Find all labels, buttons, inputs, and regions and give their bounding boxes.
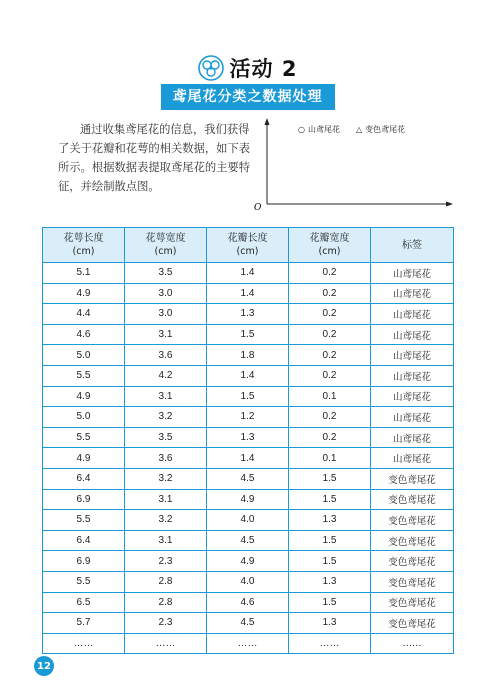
table-cell: 0.2 bbox=[289, 263, 371, 284]
table-cell: 4.5 bbox=[207, 530, 289, 551]
label-cell: 山鸢尾花 bbox=[371, 407, 454, 428]
table-cell: 3.6 bbox=[125, 448, 207, 469]
page-number: 12 bbox=[34, 656, 54, 676]
table-row bbox=[43, 365, 454, 386]
label-cell: 山鸢尾花 bbox=[371, 324, 454, 345]
table-row bbox=[43, 345, 454, 366]
table-cell: 1.2 bbox=[207, 407, 289, 428]
table-cell: 3.2 bbox=[125, 510, 207, 531]
table-cell: 3.0 bbox=[125, 283, 207, 304]
label-cell: 山鸢尾花 bbox=[371, 365, 454, 386]
table-cell: 1.5 bbox=[289, 468, 371, 489]
table-cell: 0.1 bbox=[289, 448, 371, 469]
table-row bbox=[43, 324, 454, 345]
iris-data-table bbox=[42, 227, 454, 654]
label-cell: 变色鸢尾花 bbox=[371, 571, 454, 592]
table-row bbox=[43, 263, 454, 284]
label-cell: 山鸢尾花 bbox=[371, 448, 454, 469]
table-cell: 6.4 bbox=[43, 468, 125, 489]
table-cell: 1.3 bbox=[289, 510, 371, 531]
table-row bbox=[43, 551, 454, 572]
table-cell: 1.4 bbox=[207, 365, 289, 386]
activity-title bbox=[0, 52, 495, 84]
table-cell: 0.2 bbox=[289, 365, 371, 386]
table-row bbox=[43, 530, 454, 551]
origin-label: O bbox=[254, 203, 262, 213]
table-row bbox=[43, 304, 454, 325]
triangle-marker-icon: △ bbox=[355, 125, 363, 134]
label-cell: 变色鸢尾花 bbox=[371, 510, 454, 531]
table-cell: …… bbox=[125, 633, 207, 654]
table-cell: 0.2 bbox=[289, 345, 371, 366]
table-cell: 2.8 bbox=[125, 571, 207, 592]
table-cell: 3.5 bbox=[125, 427, 207, 448]
table-cell: 0.2 bbox=[289, 407, 371, 428]
label-cell: 山鸢尾花 bbox=[371, 283, 454, 304]
label-cell: 山鸢尾花 bbox=[371, 345, 454, 366]
column-header bbox=[43, 228, 125, 263]
table-cell: 3.1 bbox=[125, 324, 207, 345]
table-row bbox=[43, 468, 454, 489]
table-cell: 3.2 bbox=[125, 468, 207, 489]
table-body bbox=[43, 263, 454, 654]
circle-marker-icon: ○ bbox=[298, 125, 305, 134]
page-title: 活动 2 bbox=[229, 57, 298, 81]
label-cell: 山鸢尾花 bbox=[371, 386, 454, 407]
label-cell: …… bbox=[371, 633, 454, 654]
table-cell: 4.2 bbox=[125, 365, 207, 386]
column-header bbox=[207, 228, 289, 263]
x-axis-arrow-icon bbox=[446, 202, 453, 207]
column-header-name: 花瓣长度 bbox=[227, 233, 268, 244]
column-header-unit: (cm) bbox=[72, 246, 95, 257]
table-cell: 1.4 bbox=[207, 263, 289, 284]
table-cell: 0.2 bbox=[289, 283, 371, 304]
table-cell: 1.4 bbox=[207, 448, 289, 469]
table-row bbox=[43, 633, 454, 654]
intro-paragraph bbox=[58, 120, 251, 196]
table-cell: 4.9 bbox=[43, 448, 125, 469]
intro-line: 所示。根据数据表提取鸢尾花的主要特 bbox=[58, 161, 251, 174]
column-header-name: 花瓣宽度 bbox=[309, 233, 350, 244]
column-header-unit: (cm) bbox=[318, 246, 341, 257]
table-row bbox=[43, 427, 454, 448]
table-cell: 1.4 bbox=[207, 283, 289, 304]
column-header bbox=[125, 228, 207, 263]
table-cell: 1.5 bbox=[289, 489, 371, 510]
table-cell: 2.3 bbox=[125, 613, 207, 634]
table-cell: …… bbox=[43, 633, 125, 654]
table-cell: 6.9 bbox=[43, 489, 125, 510]
label-cell: 山鸢尾花 bbox=[371, 263, 454, 284]
intro-line: 了关于花瓣和花萼的相关数据，如下表 bbox=[58, 142, 251, 155]
table-row bbox=[43, 448, 454, 469]
table-cell: 1.5 bbox=[207, 324, 289, 345]
column-header-unit: (cm) bbox=[154, 246, 177, 257]
table-cell: 4.6 bbox=[207, 592, 289, 613]
column-header bbox=[371, 228, 454, 263]
table-cell: 6.9 bbox=[43, 551, 125, 572]
table-cell: 4.9 bbox=[207, 489, 289, 510]
legend-label: 变色鸢尾花 bbox=[365, 125, 406, 134]
table-header-row bbox=[43, 228, 454, 263]
table-cell: 4.9 bbox=[43, 283, 125, 304]
table-cell: 1.5 bbox=[207, 386, 289, 407]
table-cell: 4.4 bbox=[43, 304, 125, 325]
table-cell: 2.3 bbox=[125, 551, 207, 572]
table-cell: 4.9 bbox=[207, 551, 289, 572]
table-row bbox=[43, 571, 454, 592]
table-cell: 5.7 bbox=[43, 613, 125, 634]
table-row bbox=[43, 510, 454, 531]
label-cell: 变色鸢尾花 bbox=[371, 530, 454, 551]
intro-line: 征，并绘制散点图。 bbox=[58, 180, 160, 193]
label-cell: 变色鸢尾花 bbox=[371, 551, 454, 572]
table-cell: 0.2 bbox=[289, 324, 371, 345]
flower-logo-icon bbox=[198, 55, 224, 81]
section-subtitle: 鸢尾花分类之数据处理 bbox=[161, 84, 335, 110]
column-header bbox=[289, 228, 371, 263]
table-cell: 4.0 bbox=[207, 510, 289, 531]
table-cell: 4.9 bbox=[43, 386, 125, 407]
table-cell: 3.1 bbox=[125, 489, 207, 510]
column-header-unit: (cm) bbox=[236, 246, 259, 257]
legend-item bbox=[356, 124, 405, 135]
label-cell: 山鸢尾花 bbox=[371, 427, 454, 448]
label-cell: 山鸢尾花 bbox=[371, 304, 454, 325]
column-header-name: 花萼宽度 bbox=[145, 233, 186, 244]
table-cell: 1.3 bbox=[207, 304, 289, 325]
table-cell: 1.5 bbox=[289, 551, 371, 572]
legend-label: 山鸢尾花 bbox=[307, 125, 340, 134]
table-cell: 3.6 bbox=[125, 345, 207, 366]
table-cell: 4.0 bbox=[207, 571, 289, 592]
table-cell: 5.0 bbox=[43, 345, 125, 366]
table-cell: 3.1 bbox=[125, 386, 207, 407]
table-cell: 1.5 bbox=[289, 530, 371, 551]
table-cell: 1.3 bbox=[289, 571, 371, 592]
label-cell: 变色鸢尾花 bbox=[371, 489, 454, 510]
intro-line: 通过收集鸢尾花的信息，我们获得 bbox=[80, 123, 250, 136]
table-cell: 5.5 bbox=[43, 571, 125, 592]
table-cell: …… bbox=[207, 633, 289, 654]
table-row bbox=[43, 283, 454, 304]
table-cell: 5.5 bbox=[43, 365, 125, 386]
table-row bbox=[43, 613, 454, 634]
table-cell: 4.6 bbox=[43, 324, 125, 345]
column-header-name: 标签 bbox=[402, 239, 422, 251]
table-cell: 1.5 bbox=[289, 592, 371, 613]
y-axis-arrow-icon bbox=[265, 118, 270, 125]
table-cell: 0.1 bbox=[289, 386, 371, 407]
legend-item bbox=[298, 124, 340, 135]
table-cell: 1.3 bbox=[207, 427, 289, 448]
column-header-name: 花萼长度 bbox=[63, 233, 104, 244]
table-cell: 4.5 bbox=[207, 468, 289, 489]
table-cell: 0.2 bbox=[289, 427, 371, 448]
label-cell: 变色鸢尾花 bbox=[371, 613, 454, 634]
table-row bbox=[43, 386, 454, 407]
table-cell: 5.1 bbox=[43, 263, 125, 284]
table-cell: 1.3 bbox=[289, 613, 371, 634]
label-cell: 变色鸢尾花 bbox=[371, 468, 454, 489]
table-cell: 3.5 bbox=[125, 263, 207, 284]
table-cell: 3.1 bbox=[125, 530, 207, 551]
table-cell: 6.5 bbox=[43, 592, 125, 613]
table-cell: 1.8 bbox=[207, 345, 289, 366]
table-cell: 3.0 bbox=[125, 304, 207, 325]
table-row bbox=[43, 407, 454, 428]
table-cell: 0.2 bbox=[289, 304, 371, 325]
table-cell: …… bbox=[289, 633, 371, 654]
table-cell: 5.0 bbox=[43, 407, 125, 428]
table-cell: 6.4 bbox=[43, 530, 125, 551]
plot-legend bbox=[298, 124, 405, 135]
table-cell: 2.8 bbox=[125, 592, 207, 613]
table-cell: 3.2 bbox=[125, 407, 207, 428]
table-row bbox=[43, 592, 454, 613]
table-cell: 5.5 bbox=[43, 510, 125, 531]
table-cell: 4.5 bbox=[207, 613, 289, 634]
label-cell: 变色鸢尾花 bbox=[371, 592, 454, 613]
table-cell: 5.5 bbox=[43, 427, 125, 448]
table-row bbox=[43, 489, 454, 510]
